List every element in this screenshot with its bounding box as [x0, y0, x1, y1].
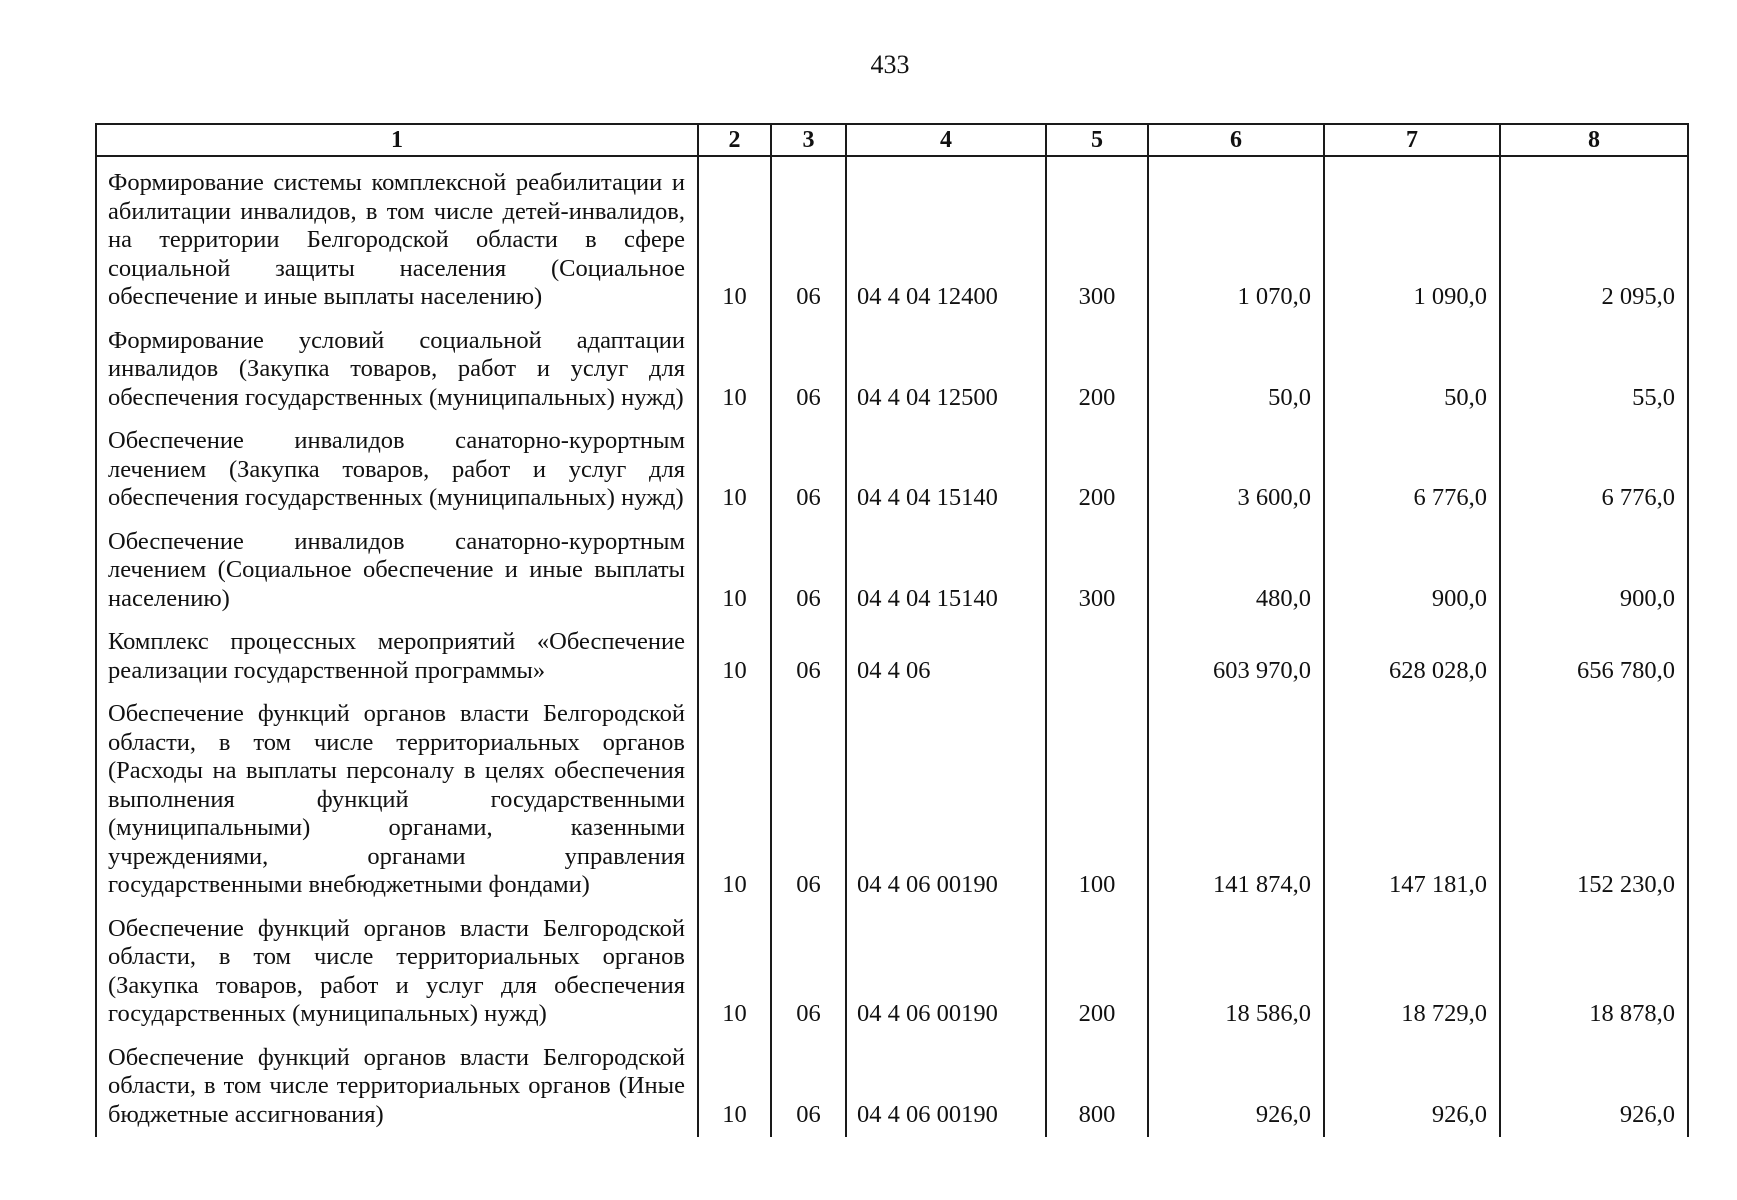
column-header-1: 1 — [96, 124, 698, 156]
expense-type-code: 300 — [1046, 516, 1148, 617]
amount-col-7: 18 729,0 — [1324, 903, 1500, 1032]
amount-col-7: 147 181,0 — [1324, 688, 1500, 903]
section-code: 10 — [698, 415, 771, 516]
table-row — [96, 415, 1688, 516]
subsection-code: 06 — [771, 156, 846, 315]
section-code: 10 — [698, 1032, 771, 1138]
target-article-code: 04 4 06 00190 — [846, 688, 1046, 903]
subsection-code: 06 — [771, 315, 846, 416]
column-header-4: 4 — [846, 124, 1046, 156]
amount-col-6: 926,0 — [1148, 1032, 1324, 1138]
amount-col-8: 656 780,0 — [1500, 616, 1688, 688]
budget-table — [95, 123, 1689, 1137]
amount-col-6: 50,0 — [1148, 315, 1324, 416]
row-description: Обеспечение функций органов власти Белгородской области, в том числе территориальных органов (Расходы на выплаты персоналу в целях обеспечения выполнения функций государственными (муниципальными) органами, казенными учреждениями, органами управления государственными внебюджетными фондами) — [96, 688, 698, 903]
expense-type-code: 200 — [1046, 315, 1148, 416]
amount-col-7: 926,0 — [1324, 1032, 1500, 1138]
column-header-5: 5 — [1046, 124, 1148, 156]
table-row — [96, 616, 1688, 688]
target-article-code: 04 4 04 15140 — [846, 415, 1046, 516]
section-code: 10 — [698, 516, 771, 617]
section-code: 10 — [698, 903, 771, 1032]
section-code: 10 — [698, 315, 771, 416]
section-code: 10 — [698, 688, 771, 903]
amount-col-6: 1 070,0 — [1148, 156, 1324, 315]
section-code: 10 — [698, 616, 771, 688]
expense-type-code: 800 — [1046, 1032, 1148, 1138]
amount-col-8: 926,0 — [1500, 1032, 1688, 1138]
amount-col-8: 152 230,0 — [1500, 688, 1688, 903]
target-article-code: 04 4 06 00190 — [846, 1032, 1046, 1138]
subsection-code: 06 — [771, 1032, 846, 1138]
table-row — [96, 903, 1688, 1032]
row-description: Обеспечение функций органов власти Белгородской области, в том числе территориальных органов (Иные бюджетные ассигнования) — [96, 1032, 698, 1138]
target-article-code: 04 4 06 — [846, 616, 1046, 688]
column-header-7: 7 — [1324, 124, 1500, 156]
table-row — [96, 156, 1688, 315]
page-number: 433 — [870, 50, 910, 79]
amount-col-8: 6 776,0 — [1500, 415, 1688, 516]
amount-col-8: 18 878,0 — [1500, 903, 1688, 1032]
row-description: Формирование системы комплексной реабилитации и абилитации инвалидов, в том числе детей-инвалидов, на территории Белгородской области в сфере социальной защиты населения (Социальное обеспечение и иные выплаты населению) — [96, 156, 698, 315]
amount-col-8: 900,0 — [1500, 516, 1688, 617]
header-row — [96, 124, 1688, 156]
subsection-code: 06 — [771, 516, 846, 617]
expense-type-code: 200 — [1046, 903, 1148, 1032]
expense-type-code — [1046, 616, 1148, 688]
subsection-code: 06 — [771, 688, 846, 903]
amount-col-7: 900,0 — [1324, 516, 1500, 617]
table-row — [96, 1032, 1688, 1138]
row-description: Формирование условий социальной адаптации инвалидов (Закупка товаров, работ и услуг для обеспечения государственных (муниципальных) нужд) — [96, 315, 698, 416]
target-article-code: 04 4 06 00190 — [846, 903, 1046, 1032]
amount-col-6: 3 600,0 — [1148, 415, 1324, 516]
amount-col-6: 141 874,0 — [1148, 688, 1324, 903]
row-description: Комплекс процессных мероприятий «Обеспечение реализации государственной программы» — [96, 616, 698, 688]
subsection-code: 06 — [771, 903, 846, 1032]
amount-col-7: 628 028,0 — [1324, 616, 1500, 688]
amount-col-7: 50,0 — [1324, 315, 1500, 416]
section-code: 10 — [698, 156, 771, 315]
amount-col-8: 55,0 — [1500, 315, 1688, 416]
amount-col-7: 1 090,0 — [1324, 156, 1500, 315]
target-article-code: 04 4 04 12500 — [846, 315, 1046, 416]
amount-col-8: 2 095,0 — [1500, 156, 1688, 315]
column-header-6: 6 — [1148, 124, 1324, 156]
expense-type-code: 200 — [1046, 415, 1148, 516]
expense-type-code: 300 — [1046, 156, 1148, 315]
column-header-8: 8 — [1500, 124, 1688, 156]
row-description: Обеспечение функций органов власти Белгородской области, в том числе территориальных органов (Закупка товаров, работ и услуг для обеспечения государственных (муниципальных) нужд) — [96, 903, 698, 1032]
subsection-code: 06 — [771, 415, 846, 516]
table-row — [96, 315, 1688, 416]
expense-type-code: 100 — [1046, 688, 1148, 903]
row-description: Обеспечение инвалидов санаторно-курортным лечением (Закупка товаров, работ и услуг для обеспечения государственных (муниципальных) нужд) — [96, 415, 698, 516]
column-header-2: 2 — [698, 124, 771, 156]
amount-col-6: 18 586,0 — [1148, 903, 1324, 1032]
subsection-code: 06 — [771, 616, 846, 688]
row-description: Обеспечение инвалидов санаторно-курортным лечением (Социальное обеспечение и иные выплаты населению) — [96, 516, 698, 617]
table-row — [96, 516, 1688, 617]
amount-col-7: 6 776,0 — [1324, 415, 1500, 516]
column-header-3: 3 — [771, 124, 846, 156]
table-row — [96, 688, 1688, 903]
amount-col-6: 603 970,0 — [1148, 616, 1324, 688]
amount-col-6: 480,0 — [1148, 516, 1324, 617]
target-article-code: 04 4 04 12400 — [846, 156, 1046, 315]
target-article-code: 04 4 04 15140 — [846, 516, 1046, 617]
